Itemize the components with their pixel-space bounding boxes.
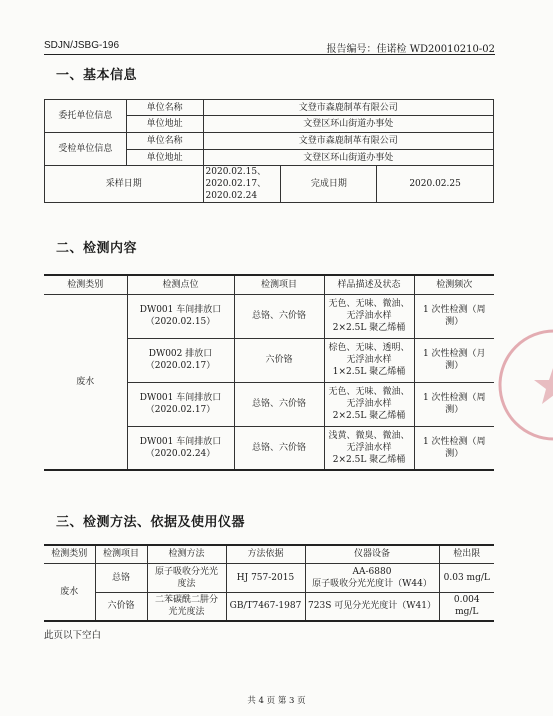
table-row [44,563,494,592]
header-category: 检测类别 [44,275,127,294]
test-items: 总铬、六价铬 [234,382,324,426]
sample-point: DW001 车间排放口 （2020.02.17） [127,382,234,426]
inspected-name-value: 文登市森鹿制革有限公司 [203,133,493,150]
sampling-date-label: 采样日期 [45,166,204,203]
table-row [44,294,494,338]
sample-description: 棕色、无味、透明、 无浮油水样 1×2.5L 聚乙烯桶 [324,338,414,382]
inspected-info-label: 受检单位信息 [45,133,127,166]
test-method: 二苯碳酰二肼分 光光度法 [147,592,226,621]
sample-description: 无色、无味、微油、 无浮油水样 2×2.5L 聚乙烯桶 [324,294,414,338]
test-frequency: 1 次性检测（周测） [414,426,494,470]
header-method: 检测方法 [147,545,226,563]
client-name-value: 文登市森鹿制革有限公司 [203,100,493,116]
inspected-address-value: 文登区环山街道办事处 [203,150,493,166]
test-method: 原子吸收分光光 度法 [147,563,226,592]
test-items: 总铬、六价铬 [234,426,324,470]
completion-date-label: 完成日期 [281,166,377,203]
doc-code: SDJN/JSBG-196 [44,40,120,51]
instrument: 723S 可见分光光度计（W41） [305,592,439,621]
sampling-date-value: 2020.02.15、2020.02.17、2020.02.24 [203,166,281,203]
sample-point: DW001 车间排放口 （2020.02.15） [127,294,234,338]
section-methods-title: 三、检测方法、依据及使用仪器 [56,515,246,530]
detection-limit: 0.004 mg/L [439,592,494,621]
header-basis: 方法依据 [226,545,305,563]
page-counter: 共 4 页 第 3 页 [247,696,306,706]
client-name-label: 单位名称 [126,100,203,116]
section-content-title: 二、检测内容 [56,241,138,256]
sample-point: DW001 车间排放口 （2020.02.24） [127,426,234,470]
method-basis: GB/T7467-1987 [226,592,305,621]
section-basic-info-title: 一、基本信息 [56,68,138,83]
test-items: 六价铬 [234,338,324,382]
inspected-address-label: 单位地址 [126,150,203,166]
report-number: 报告编号：佳诺检 WD20010210-02 [326,44,495,55]
sample-description: 浅黄、微臭、微油、 无浮油水样 2×2.5L 聚乙烯桶 [324,426,414,470]
inspection-content-table [44,274,494,471]
test-frequency: 1 次性检测（月测） [414,338,494,382]
header-category: 检测类别 [44,545,95,563]
test-items: 总铬、六价铬 [234,294,324,338]
table-row [44,592,494,621]
inspected-name-label: 单位名称 [126,133,203,150]
instrument: AA-6880 原子吸收分光光度计（W44） [305,563,439,592]
header-frequency: 检测频次 [414,275,494,294]
header-detection-limit: 检出限 [439,545,494,563]
test-frequency: 1 次性检测（周测） [414,294,494,338]
header-instrument: 仪器设备 [305,545,439,563]
basic-info-table [44,99,494,203]
category-wastewater: 废水 [44,294,127,470]
category-wastewater: 废水 [44,563,95,621]
client-address-label: 单位地址 [126,116,203,133]
red-seal-stamp [494,325,553,445]
sample-description: 无色、无味、微油、 无浮油水样 2×2.5L 聚乙烯桶 [324,382,414,426]
sample-point: DW002 排放口 （2020.02.17） [127,338,234,382]
test-frequency: 1 次性检测（周测） [414,382,494,426]
test-item: 总铬 [95,563,147,592]
completion-date-value: 2020.02.25 [377,166,494,203]
client-info-label: 委托单位信息 [45,100,127,133]
header-point: 检测点位 [127,275,234,294]
header-rule [44,54,495,55]
header-item: 检测项目 [95,545,147,563]
header-item: 检测项目 [234,275,324,294]
detection-limit: 0.03 mg/L [439,563,494,592]
blank-page-note: 此页以下空白 [44,630,102,641]
test-item: 六价铬 [95,592,147,621]
header-description: 样品描述及状态 [324,275,414,294]
client-address-value: 文登区环山街道办事处 [203,116,493,133]
methods-table [44,544,494,622]
method-basis: HJ 757-2015 [226,563,305,592]
